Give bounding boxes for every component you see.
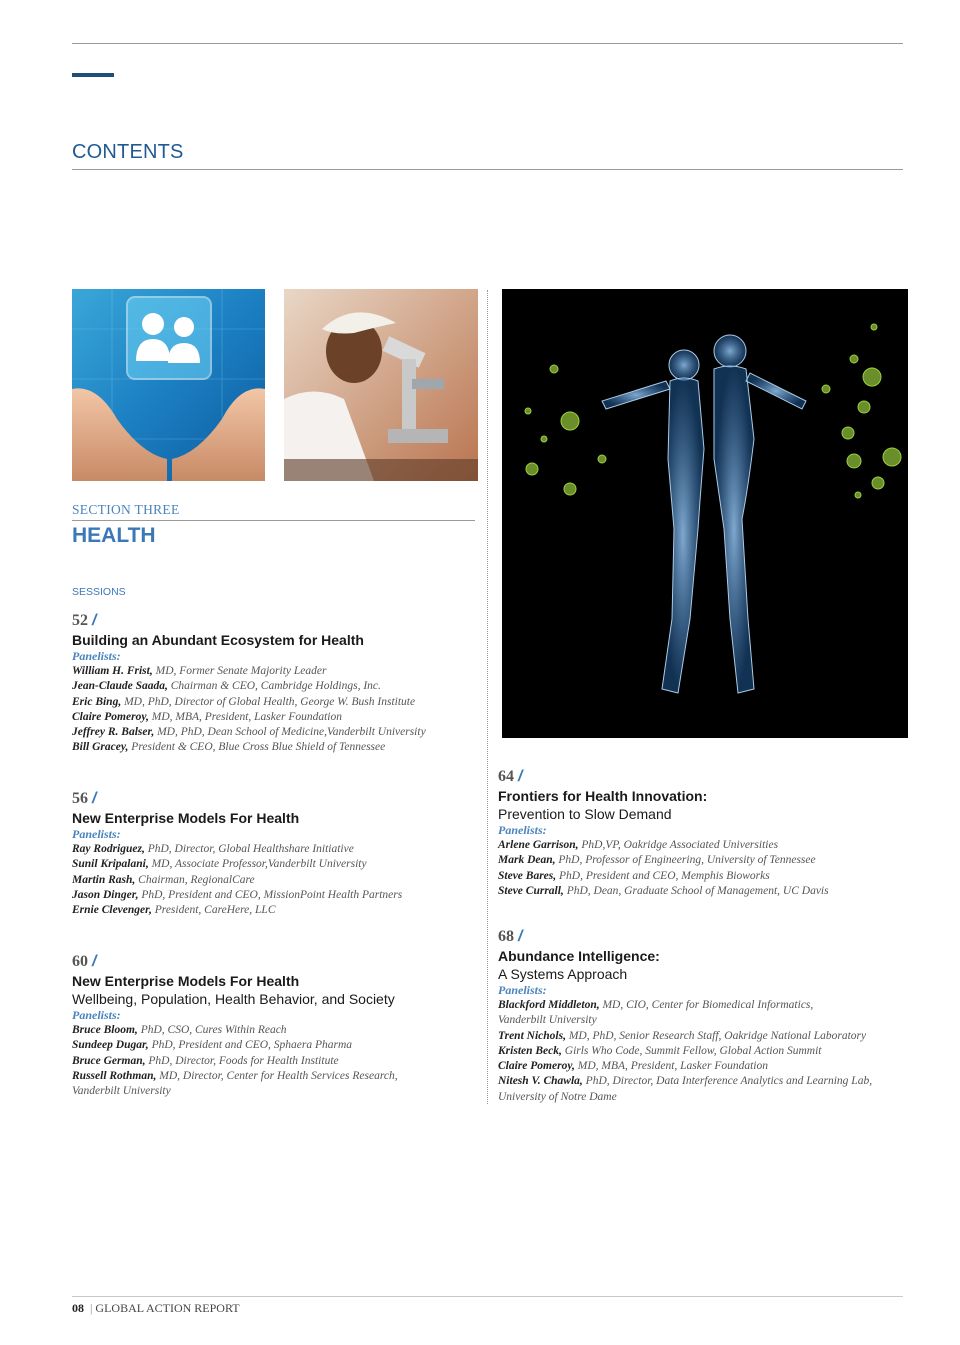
panelist: Bruce Bloom, PhD, CSO, Cures Within Reach — [72, 1024, 287, 1036]
session-68 — [498, 927, 908, 1105]
panelist: William H. Frist, MD, Former Senate Majority Leader — [72, 665, 327, 677]
panelist: Sundeep Dugar, PhD, President and CEO, Sphaera Pharma — [72, 1039, 353, 1052]
column-divider — [487, 290, 488, 1104]
accent-bar — [72, 73, 114, 77]
session-subtitle: Wellbeing, Population, Health Behavior, and Society — [72, 991, 395, 1007]
scientist-microscope-photo — [284, 289, 478, 481]
page-number: 08 — [72, 1301, 84, 1315]
section-rule — [72, 520, 475, 521]
panelists-label: Panelists: — [72, 649, 121, 663]
panelist: Vanderbilt University — [498, 1014, 597, 1027]
panelist: Russell Rothman, MD, Director, Center for Health Services Research, — [72, 1069, 398, 1082]
panelists-label: Panelists: — [72, 1008, 121, 1022]
session-title: Abundance Intelligence: — [498, 948, 660, 964]
panelist: Martin Rash, Chairman, RegionalCare — [72, 873, 255, 886]
sessions-label: SESSIONS — [72, 586, 126, 598]
panelist: Ray Rodriguez, PhD, Director, Global Healthshare Initiative — [72, 843, 354, 855]
session-title: New Enterprise Models For Health — [72, 810, 300, 826]
panelist: Jason Dinger, PhD, President and CEO, MissionPoint Health Partners — [72, 888, 403, 901]
section-label: SECTION THREE — [72, 502, 180, 517]
session-52 — [72, 611, 482, 756]
session-60 — [72, 952, 482, 1099]
panelist: Mark Dean, PhD, Professor of Engineering, University of Tennessee — [498, 854, 816, 867]
hands-health-icon-photo — [72, 289, 265, 481]
session-title: Frontiers for Health Innovation: — [498, 788, 708, 804]
panelist: Ernie Clevenger, President, CareHere, LLC — [72, 904, 276, 917]
session-56 — [72, 789, 482, 918]
session-number: 60 / — [72, 953, 97, 970]
session-subtitle: A Systems Approach — [498, 966, 628, 982]
panelist: Steve Bares, PhD, President and CEO, Memphis Bioworks — [498, 869, 770, 882]
report-title: GLOBAL ACTION REPORT — [95, 1301, 240, 1315]
top-rule — [72, 43, 903, 44]
panelist: Steve Currall, PhD, Dean, Graduate School of Management, UC Davis — [498, 884, 829, 897]
session-subtitle: Prevention to Slow Demand — [498, 806, 672, 822]
panelist: Eric Bing, MD, PhD, Director of Global Health, George W. Bush Institute — [72, 695, 416, 708]
panelist: Arlene Garrison, PhD,VP, Oakridge Associated Universities — [498, 839, 779, 851]
panelists-label: Panelists: — [498, 983, 547, 997]
panelist: Bruce German, PhD, Director, Foods for Health Institute — [72, 1054, 339, 1067]
page-title: CONTENTS — [72, 141, 184, 163]
title-rule — [72, 169, 903, 170]
section-title: HEALTH — [72, 524, 156, 547]
panelist: Bill Gracey, President & CEO, Blue Cross Blue Shield of Tennessee — [72, 741, 386, 754]
panelist: University of Notre Dame — [498, 1090, 617, 1103]
panelist: Jeffrey R. Balser, MD, PhD, Dean School of Medicine,Vanderbilt University — [72, 726, 426, 739]
panelist: Claire Pomeroy, MD, MBA, President, Lasker Foundation — [498, 1060, 769, 1073]
panelist: Nitesh V. Chawla, PhD, Director, Data Interference Analytics and Learning Lab, — [498, 1075, 873, 1088]
panelist: Claire Pomeroy, MD, MBA, President, Lasker Foundation — [72, 710, 343, 723]
panelist: Vanderbilt University — [72, 1085, 171, 1098]
panelist: Blackford Middleton, MD, CIO, Center for Biomedical Informatics, — [498, 999, 814, 1011]
session-64 — [498, 767, 908, 899]
footer-rule — [72, 1296, 903, 1297]
footer — [72, 1301, 240, 1316]
panelist: Kristen Beck, Girls Who Code, Summit Fellow, Global Action Summit — [498, 1044, 822, 1057]
panelists-label: Panelists: — [72, 827, 121, 841]
footer-separator: | — [90, 1301, 93, 1315]
session-title: Building an Abundant Ecosystem for Health — [72, 632, 364, 648]
session-number: 52 / — [72, 612, 97, 629]
session-number: 68 / — [498, 928, 523, 945]
panelist: Trent Nichols, MD, PhD, Senior Research Staff, Oakridge National Laboratory — [498, 1029, 867, 1042]
xray-bodies-virus-illustration — [502, 289, 908, 738]
panelist: Jean-Claude Saada, Chairman & CEO, Cambridge Holdings, Inc. — [72, 680, 381, 693]
panelists-label: Panelists: — [498, 823, 547, 837]
session-number: 64 / — [498, 768, 523, 785]
session-title: New Enterprise Models For Health — [72, 973, 300, 989]
session-number: 56 / — [72, 790, 97, 807]
panelist: Sunil Kripalani, MD, Associate Professor,Vanderbilt University — [72, 858, 367, 871]
